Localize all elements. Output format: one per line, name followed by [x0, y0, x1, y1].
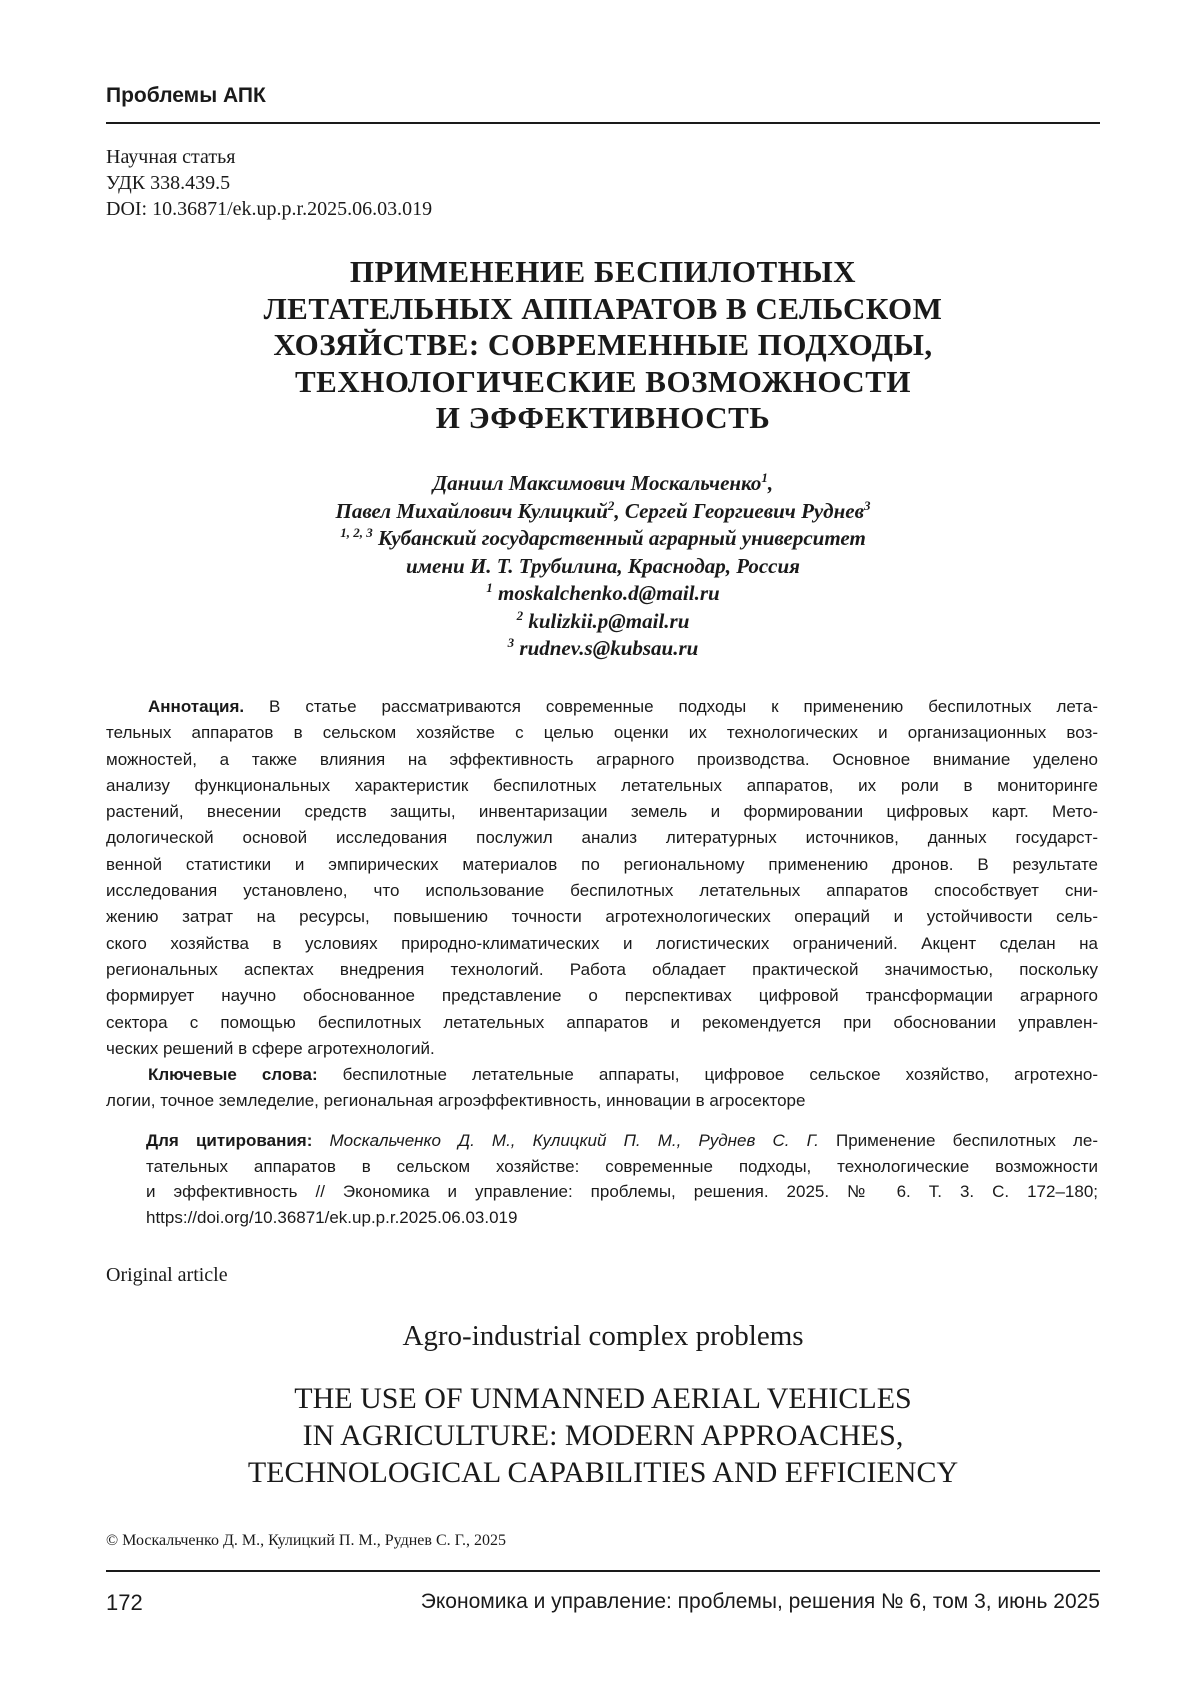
- abstract-line: анализу функциональных характеристик беспилотных летательных аппаратов, их роли в мониторинге: [106, 775, 1098, 795]
- keywords-text: беспилотные летательные аппараты, цифровое сельское хозяйство, агротехно-: [317, 1065, 1098, 1085]
- author-name: Павел Михайлович Кулицкий: [335, 498, 608, 523]
- citation-line: [146, 1128, 1098, 1154]
- author-sep: ,: [767, 471, 774, 495]
- author-line: [106, 498, 1100, 526]
- author-sep: ,: [614, 498, 625, 523]
- abstract-line: ческих решений в сфере агротехнологий.: [106, 1038, 435, 1058]
- email-sup: 2: [516, 607, 524, 623]
- abstract-line: сектора с помощью беспилотных летательных аппаратов и рекомендуется при обосновании управлен-: [106, 1012, 1098, 1032]
- keywords-label: Ключевые слова:: [148, 1065, 318, 1085]
- doi: DOI: 10.36871/ek.up.p.r.2025.06.03.019: [106, 198, 433, 220]
- abstract-line: [130, 694, 1098, 720]
- article-title-en: [106, 1380, 1100, 1491]
- title-line: TECHNOLOGICAL CAPABILITIES AND EFFICIENCY: [247, 1456, 959, 1489]
- copyright-notice: © Москальченко Д. М., Кулицкий П. М., Руднев С. Г., 2025: [106, 1532, 507, 1549]
- abstract-line: венной статистики и эмпирических материалов по региональному применению дронов. В результате: [106, 854, 1098, 874]
- email-line: [106, 635, 1100, 663]
- author-sup: 2: [607, 497, 615, 513]
- citation-authors: Москальченко Д. М., Кулицкий П. М., Руднев С. Г.: [312, 1131, 819, 1150]
- author-sup: 3: [863, 497, 871, 513]
- article-type-en: Original article: [106, 1264, 228, 1286]
- author-sup: 1: [761, 470, 768, 485]
- udc-code: УДК 338.439.5: [106, 172, 231, 194]
- abstract-line: растений, внесении средств защиты, инвентаризации земель и формировании цифровых карт. Мето-: [106, 802, 1098, 822]
- author-name: Сергей Георгиевич Руднев: [624, 498, 864, 523]
- email-link[interactable]: kulizkii.p@mail.ru: [523, 608, 690, 633]
- abstract-block: [106, 694, 1098, 1115]
- email-link[interactable]: moskalchenko.d@mail.ru: [492, 581, 720, 605]
- title-line: ТЕХНОЛОГИЧЕСКИЕ ВОЗМОЖНОСТИ: [295, 363, 911, 399]
- abstract-label: Аннотация.: [148, 697, 245, 716]
- page-number: 172: [106, 1590, 143, 1615]
- abstract-text: В статье рассматриваются современные подходы к применению беспилотных лета-: [244, 697, 1098, 716]
- citation-line: тательных аппаратов в сельском хозяйстве: современные подходы, технологические возможности: [146, 1156, 1098, 1176]
- citation-text: Применение беспилотных ле-: [818, 1131, 1099, 1150]
- author-name: Даниил Максимович Москальченко: [432, 471, 762, 495]
- affiliation-text: Кубанский государственный аграрный университет: [372, 526, 866, 550]
- section-en: Agro-industrial complex problems: [402, 1320, 804, 1352]
- affiliation-sup: 1, 2, 3: [340, 525, 373, 540]
- abstract-line: жению затрат на ресурсы, повышению точности агротехнологических операций и устойчивости сель-: [106, 907, 1098, 927]
- affiliation-line: имени И. Т. Трубилина, Краснодар, Россия: [405, 553, 800, 578]
- author-line: [106, 470, 1100, 498]
- citation-block: [146, 1128, 1098, 1230]
- affiliation-line: [106, 525, 1100, 553]
- abstract-line: можностей, а также влияния на эффективность аграрного производства. Основное внимание уделено: [106, 749, 1098, 769]
- abstract-line: формирует научно обоснованное представление о перспективах цифровой трансформации аграрного: [106, 986, 1098, 1006]
- email-sup: 1: [486, 580, 493, 595]
- header-divider: [106, 122, 1100, 124]
- citation-line: и эффективность // Экономика и управление: проблемы, решения. 2025. № 6. Т. 3. С. 172–180;: [146, 1182, 1098, 1201]
- authors-block: [106, 470, 1100, 663]
- email-line: [106, 580, 1100, 608]
- journal-section-header: Проблемы АПК: [106, 84, 266, 107]
- email-link[interactable]: rudnev.s@kubsau.ru: [514, 636, 699, 660]
- abstract-line: дологической основой исследования послужил анализ литературных источников, данных государст-: [106, 828, 1098, 848]
- title-line: THE USE OF UNMANNED AERIAL VEHICLES: [294, 1382, 912, 1415]
- abstract-line: региональных аспектах внедрения технологий. Работа обладает практической значимостью, поскольку: [106, 959, 1098, 979]
- abstract-line: ского хозяйства в условиях природно-климатических и логистических ограничений. Акцент сделан на: [106, 933, 1098, 953]
- article-title-ru: [106, 254, 1100, 437]
- title-line: ХОЗЯЙСТВЕ: СОВРЕМЕННЫЕ ПОДХОДЫ,: [273, 327, 933, 362]
- article-meta: [106, 144, 432, 222]
- keywords-line: логии, точное земледелие, региональная агроэффективность, инновации в агросекторе: [106, 1091, 806, 1111]
- title-line: ПРИМЕНЕНИЕ БЕСПИЛОТНЫХ: [349, 254, 857, 289]
- keywords-line: [130, 1062, 1098, 1088]
- title-line: IN AGRICULTURE: MODERN APPROACHES,: [302, 1419, 904, 1452]
- title-line: ЛЕТАТЕЛЬНЫХ АППАРАТОВ В СЕЛЬСКОМ: [263, 290, 943, 326]
- article-type: Научная статья: [106, 146, 236, 168]
- citation-doi-link[interactable]: https://doi.org/10.36871/ek.up.p.r.2025.06.03.019: [146, 1207, 518, 1227]
- email-line: [106, 608, 1100, 636]
- footer-divider: [106, 1570, 1100, 1572]
- email-sup: 3: [507, 635, 515, 650]
- abstract-line: исследования установлено, что использование беспилотных летательных аппаратов способствует сни-: [106, 881, 1098, 901]
- title-line: И ЭФФЕКТИВНОСТЬ: [435, 400, 771, 435]
- citation-label: Для цитирования:: [146, 1131, 313, 1150]
- journal-footer: Экономика и управление: проблемы, решения № 6, том 3, июнь 2025: [420, 1590, 1100, 1613]
- abstract-line: тельных аппаратов в сельском хозяйстве с целью оценки их технологических и организационных воз-: [106, 723, 1098, 743]
